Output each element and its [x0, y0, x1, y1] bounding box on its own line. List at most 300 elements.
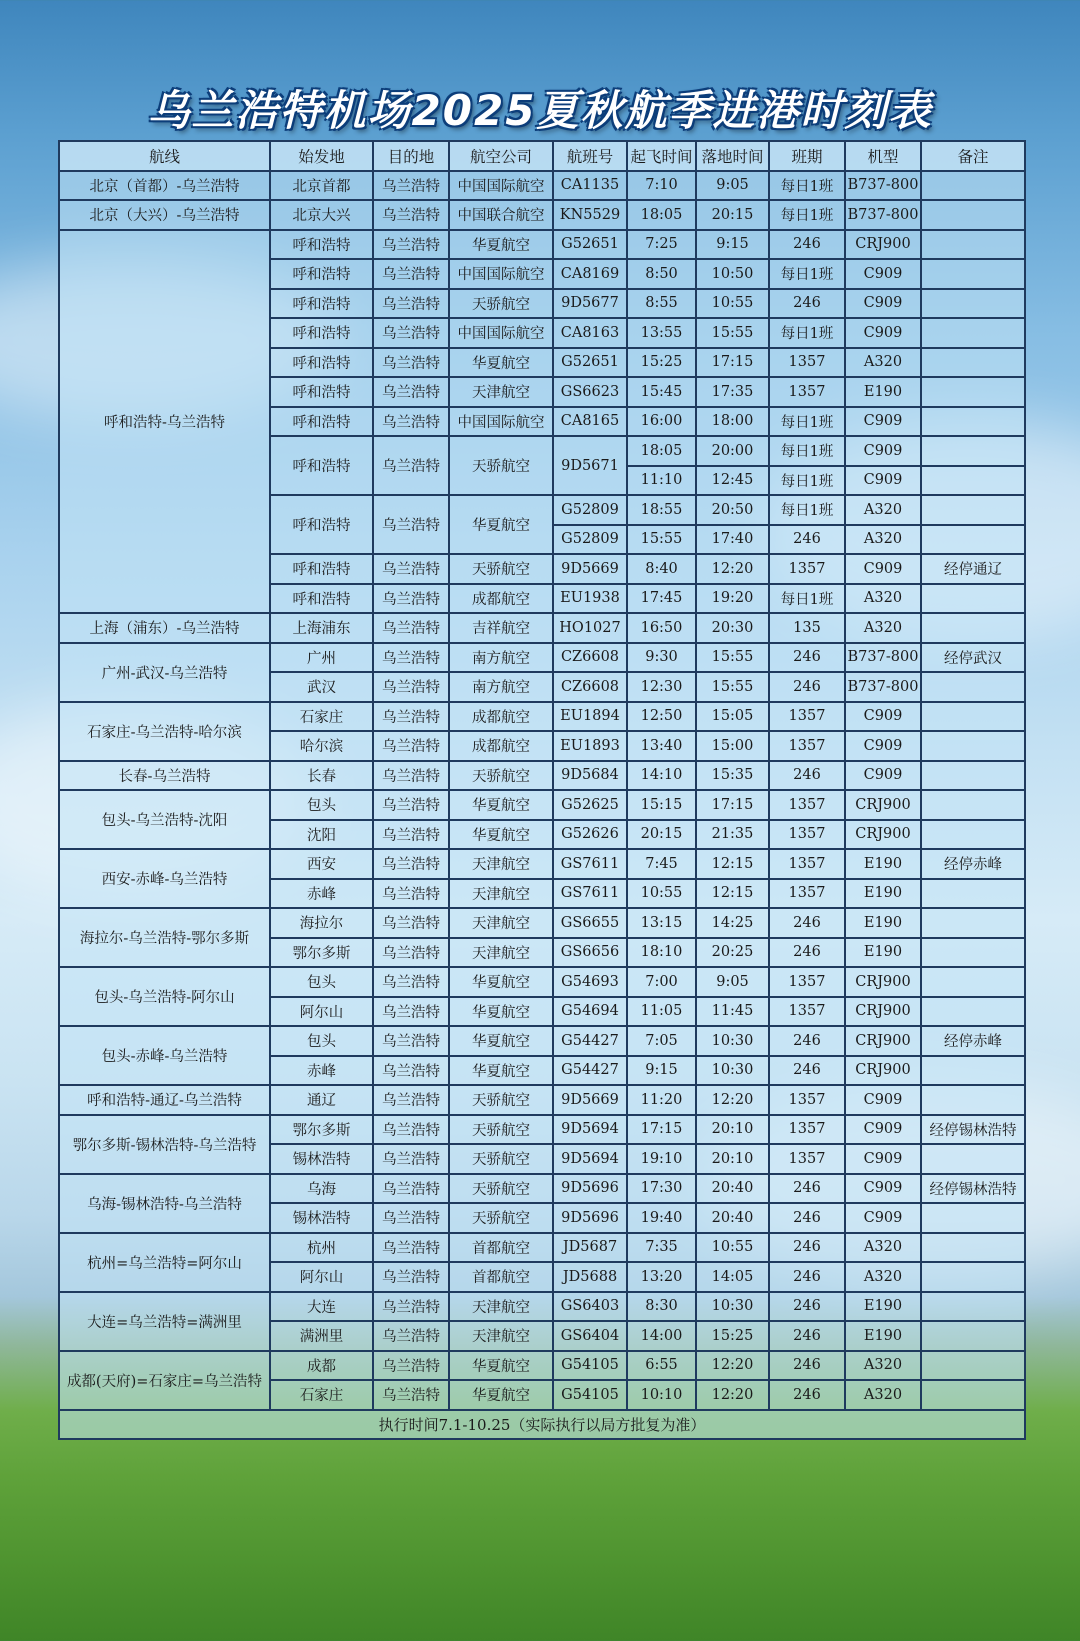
flight-no-cell: CA1135	[553, 171, 627, 201]
destination-cell: 乌兰浩特	[373, 849, 449, 879]
col-header-schedule: 班期	[769, 141, 845, 171]
departure-cell: 7:00	[627, 967, 696, 997]
table-row	[59, 230, 1025, 260]
departure-cell: 9:15	[627, 1056, 696, 1086]
aircraft-cell: E190	[845, 849, 921, 879]
remarks-cell	[921, 436, 1025, 466]
schedule-cell: 246	[769, 1380, 845, 1410]
arrival-cell: 9:15	[696, 230, 769, 260]
flight-no-cell: GS7611	[553, 879, 627, 909]
destination-cell: 乌兰浩特	[373, 1144, 449, 1174]
airline-cell: 华夏航空	[449, 1026, 553, 1056]
schedule-cell: 246	[769, 672, 845, 702]
schedule-cell: 每日1班	[769, 171, 845, 201]
schedule-cell: 246	[769, 1203, 845, 1233]
flight-no-cell: EU1938	[553, 584, 627, 614]
airline-cell: 天骄航空	[449, 1174, 553, 1204]
aircraft-cell: A320	[845, 1262, 921, 1292]
schedule-cell: 1357	[769, 1144, 845, 1174]
flight-no-cell: CZ6608	[553, 643, 627, 673]
arrival-cell: 20:25	[696, 938, 769, 968]
destination-cell: 乌兰浩特	[373, 554, 449, 584]
departure-cell: 6:55	[627, 1351, 696, 1381]
airline-cell: 中国国际航空	[449, 259, 553, 289]
arrival-cell: 17:15	[696, 348, 769, 378]
airline-cell: 天骄航空	[449, 1203, 553, 1233]
schedule-cell: 1357	[769, 790, 845, 820]
table-row	[59, 613, 1025, 643]
aircraft-cell: CRJ900	[845, 230, 921, 260]
page-title: 乌兰浩特机场2025夏秋航季进港时刻表	[147, 86, 933, 135]
departure-cell: 7:10	[627, 171, 696, 201]
arrival-cell: 12:20	[696, 554, 769, 584]
timetable	[58, 140, 1026, 1440]
route-cell: 呼和浩特-通辽-乌兰浩特	[59, 1085, 270, 1115]
airline-cell: 天骄航空	[449, 761, 553, 791]
table-row	[59, 1292, 1025, 1322]
airline-cell: 华夏航空	[449, 1380, 553, 1410]
origin-cell: 呼和浩特	[270, 289, 373, 319]
departure-cell: 18:05	[627, 200, 696, 230]
departure-cell: 19:40	[627, 1203, 696, 1233]
table-row	[59, 790, 1025, 820]
arrival-cell: 12:45	[696, 466, 769, 496]
arrival-cell: 9:05	[696, 967, 769, 997]
route-cell: 包头-乌兰浩特-沈阳	[59, 790, 270, 849]
flight-no-cell: G54105	[553, 1380, 627, 1410]
destination-cell: 乌兰浩特	[373, 436, 449, 495]
remarks-cell	[921, 761, 1025, 791]
schedule-cell: 1357	[769, 849, 845, 879]
origin-cell: 锡林浩特	[270, 1144, 373, 1174]
schedule-cell: 1357	[769, 731, 845, 761]
departure-cell: 13:20	[627, 1262, 696, 1292]
aircraft-cell: A320	[845, 1351, 921, 1381]
destination-cell: 乌兰浩特	[373, 1262, 449, 1292]
airline-cell: 华夏航空	[449, 495, 553, 554]
route-cell: 大连=乌兰浩特=满洲里	[59, 1292, 270, 1351]
execution-period-note: 执行时间7.1-10.25（实际执行以局方批复为准）	[59, 1410, 1025, 1440]
schedule-cell: 246	[769, 1174, 845, 1204]
airline-cell: 首都航空	[449, 1262, 553, 1292]
schedule-cell: 246	[769, 525, 845, 555]
flight-no-cell: G52625	[553, 790, 627, 820]
destination-cell: 乌兰浩特	[373, 643, 449, 673]
aircraft-cell: B737-800	[845, 171, 921, 201]
origin-cell: 西安	[270, 849, 373, 879]
flight-no-cell: 9D5669	[553, 554, 627, 584]
origin-cell: 包头	[270, 1026, 373, 1056]
remarks-cell	[921, 407, 1025, 437]
remarks-cell	[921, 1144, 1025, 1174]
destination-cell: 乌兰浩特	[373, 584, 449, 614]
origin-cell: 海拉尔	[270, 908, 373, 938]
flight-no-cell: G54105	[553, 1351, 627, 1381]
aircraft-cell: B737-800	[845, 643, 921, 673]
origin-cell: 呼和浩特	[270, 230, 373, 260]
flight-no-cell: JD5687	[553, 1233, 627, 1263]
airline-cell: 天津航空	[449, 908, 553, 938]
route-cell: 广州-武汉-乌兰浩特	[59, 643, 270, 702]
airline-cell: 天骄航空	[449, 289, 553, 319]
departure-cell: 10:10	[627, 1380, 696, 1410]
aircraft-cell: E190	[845, 938, 921, 968]
departure-cell: 19:10	[627, 1144, 696, 1174]
origin-cell: 长春	[270, 761, 373, 791]
destination-cell: 乌兰浩特	[373, 259, 449, 289]
flight-no-cell: G54427	[553, 1056, 627, 1086]
remarks-cell	[921, 466, 1025, 496]
aircraft-cell: C909	[845, 1203, 921, 1233]
remarks-cell	[921, 672, 1025, 702]
departure-cell: 15:45	[627, 377, 696, 407]
arrival-cell: 15:00	[696, 731, 769, 761]
schedule-cell: 1357	[769, 377, 845, 407]
route-cell: 成都(天府)=石家庄=乌兰浩特	[59, 1351, 270, 1410]
arrival-cell: 20:30	[696, 613, 769, 643]
remarks-cell	[921, 377, 1025, 407]
departure-cell: 8:55	[627, 289, 696, 319]
remarks-cell: 经停赤峰	[921, 849, 1025, 879]
arrival-cell: 10:30	[696, 1056, 769, 1086]
schedule-cell: 135	[769, 613, 845, 643]
col-header-destination: 目的地	[373, 141, 449, 171]
col-header-flight-no: 航班号	[553, 141, 627, 171]
arrival-cell: 12:15	[696, 849, 769, 879]
schedule-cell: 1357	[769, 348, 845, 378]
airline-cell: 中国国际航空	[449, 318, 553, 348]
table-row	[59, 643, 1025, 673]
destination-cell: 乌兰浩特	[373, 1380, 449, 1410]
remarks-cell	[921, 1262, 1025, 1292]
timetable-board	[58, 140, 1024, 1440]
origin-cell: 鄂尔多斯	[270, 938, 373, 968]
remarks-cell: 经停武汉	[921, 643, 1025, 673]
destination-cell: 乌兰浩特	[373, 1174, 449, 1204]
arrival-cell: 12:15	[696, 879, 769, 909]
aircraft-cell: C909	[845, 702, 921, 732]
flight-no-cell: G52626	[553, 820, 627, 850]
flight-no-cell: GS6403	[553, 1292, 627, 1322]
departure-cell: 15:25	[627, 348, 696, 378]
aircraft-cell: A320	[845, 525, 921, 555]
departure-cell: 12:30	[627, 672, 696, 702]
destination-cell: 乌兰浩特	[373, 1351, 449, 1381]
remarks-cell	[921, 967, 1025, 997]
arrival-cell: 9:05	[696, 171, 769, 201]
flight-no-cell: G52651	[553, 230, 627, 260]
airline-cell: 南方航空	[449, 643, 553, 673]
remarks-cell	[921, 1203, 1025, 1233]
remarks-cell	[921, 259, 1025, 289]
flight-no-cell: CA8163	[553, 318, 627, 348]
destination-cell: 乌兰浩特	[373, 1233, 449, 1263]
flight-no-cell: KN5529	[553, 200, 627, 230]
flight-no-cell: 9D5669	[553, 1085, 627, 1115]
remarks-cell: 经停通辽	[921, 554, 1025, 584]
destination-cell: 乌兰浩特	[373, 1203, 449, 1233]
schedule-cell: 246	[769, 1292, 845, 1322]
schedule-cell: 每日1班	[769, 318, 845, 348]
arrival-cell: 14:05	[696, 1262, 769, 1292]
arrival-cell: 17:15	[696, 790, 769, 820]
schedule-cell: 246	[769, 1321, 845, 1351]
schedule-cell: 每日1班	[769, 407, 845, 437]
remarks-cell	[921, 613, 1025, 643]
departure-cell: 9:30	[627, 643, 696, 673]
schedule-cell: 1357	[769, 1115, 845, 1145]
flight-no-cell: G54427	[553, 1026, 627, 1056]
destination-cell: 乌兰浩特	[373, 407, 449, 437]
flight-no-cell: GS6404	[553, 1321, 627, 1351]
airline-cell: 天骄航空	[449, 1085, 553, 1115]
origin-cell: 鄂尔多斯	[270, 1115, 373, 1145]
airline-cell: 华夏航空	[449, 1056, 553, 1086]
remarks-cell	[921, 997, 1025, 1027]
airline-cell: 天津航空	[449, 1321, 553, 1351]
origin-cell: 杭州	[270, 1233, 373, 1263]
origin-cell: 呼和浩特	[270, 436, 373, 495]
aircraft-cell: A320	[845, 1380, 921, 1410]
schedule-cell: 246	[769, 938, 845, 968]
route-cell: 包头-乌兰浩特-阿尔山	[59, 967, 270, 1026]
remarks-cell	[921, 318, 1025, 348]
flight-no-cell: CA8165	[553, 407, 627, 437]
destination-cell: 乌兰浩特	[373, 200, 449, 230]
remarks-cell	[921, 495, 1025, 525]
schedule-cell: 1357	[769, 820, 845, 850]
schedule-cell: 246	[769, 1026, 845, 1056]
arrival-cell: 20:40	[696, 1203, 769, 1233]
departure-cell: 17:30	[627, 1174, 696, 1204]
flight-no-cell: G54694	[553, 997, 627, 1027]
aircraft-cell: B737-800	[845, 200, 921, 230]
arrival-cell: 14:25	[696, 908, 769, 938]
airline-cell: 中国国际航空	[449, 407, 553, 437]
arrival-cell: 20:15	[696, 200, 769, 230]
table-row	[59, 200, 1025, 230]
arrival-cell: 10:50	[696, 259, 769, 289]
departure-cell: 20:15	[627, 820, 696, 850]
airline-cell: 天津航空	[449, 849, 553, 879]
airline-cell: 天津航空	[449, 1292, 553, 1322]
flight-no-cell: 9D5684	[553, 761, 627, 791]
destination-cell: 乌兰浩特	[373, 1026, 449, 1056]
airline-cell: 华夏航空	[449, 790, 553, 820]
arrival-cell: 20:40	[696, 1174, 769, 1204]
aircraft-cell: C909	[845, 554, 921, 584]
table-row	[59, 1085, 1025, 1115]
remarks-cell	[921, 790, 1025, 820]
aircraft-cell: C909	[845, 761, 921, 791]
destination-cell: 乌兰浩特	[373, 1321, 449, 1351]
schedule-cell: 1357	[769, 554, 845, 584]
flight-no-cell: G52651	[553, 348, 627, 378]
table-row	[59, 1351, 1025, 1381]
arrival-cell: 19:20	[696, 584, 769, 614]
origin-cell: 包头	[270, 790, 373, 820]
destination-cell: 乌兰浩特	[373, 908, 449, 938]
remarks-cell	[921, 348, 1025, 378]
airline-cell: 华夏航空	[449, 820, 553, 850]
aircraft-cell: C909	[845, 731, 921, 761]
airline-cell: 成都航空	[449, 731, 553, 761]
airline-cell: 首都航空	[449, 1233, 553, 1263]
destination-cell: 乌兰浩特	[373, 318, 449, 348]
remarks-cell: 经停锡林浩特	[921, 1115, 1025, 1145]
airline-cell: 天骄航空	[449, 1115, 553, 1145]
remarks-cell	[921, 879, 1025, 909]
arrival-cell: 20:50	[696, 495, 769, 525]
flight-no-cell: G54693	[553, 967, 627, 997]
route-cell: 上海（浦东）-乌兰浩特	[59, 613, 270, 643]
arrival-cell: 10:30	[696, 1292, 769, 1322]
origin-cell: 呼和浩特	[270, 377, 373, 407]
departure-cell: 14:10	[627, 761, 696, 791]
departure-cell: 12:50	[627, 702, 696, 732]
destination-cell: 乌兰浩特	[373, 761, 449, 791]
remarks-cell	[921, 1380, 1025, 1410]
route-cell: 呼和浩特-乌兰浩特	[59, 230, 270, 614]
route-cell: 北京（首都）-乌兰浩特	[59, 171, 270, 201]
airline-cell: 天骄航空	[449, 1144, 553, 1174]
airline-cell: 天津航空	[449, 938, 553, 968]
airline-cell: 天骄航空	[449, 436, 553, 495]
arrival-cell: 20:10	[696, 1144, 769, 1174]
departure-cell: 16:00	[627, 407, 696, 437]
flight-no-cell: 9D5677	[553, 289, 627, 319]
destination-cell: 乌兰浩特	[373, 495, 449, 554]
flight-no-cell: CA8169	[553, 259, 627, 289]
schedule-cell: 1357	[769, 967, 845, 997]
aircraft-cell: E190	[845, 1292, 921, 1322]
aircraft-cell: A320	[845, 613, 921, 643]
table-row	[59, 761, 1025, 791]
remarks-cell: 经停赤峰	[921, 1026, 1025, 1056]
aircraft-cell: CRJ900	[845, 790, 921, 820]
airline-cell: 天津航空	[449, 879, 553, 909]
aircraft-cell: A320	[845, 584, 921, 614]
flight-no-cell: CZ6608	[553, 672, 627, 702]
airline-cell: 天津航空	[449, 377, 553, 407]
flight-no-cell: GS6623	[553, 377, 627, 407]
departure-cell: 13:55	[627, 318, 696, 348]
col-header-remarks: 备注	[921, 141, 1025, 171]
remarks-cell	[921, 1233, 1025, 1263]
arrival-cell: 15:55	[696, 643, 769, 673]
remarks-cell	[921, 820, 1025, 850]
flight-no-cell: EU1893	[553, 731, 627, 761]
arrival-cell: 20:10	[696, 1115, 769, 1145]
flight-no-cell: GS7611	[553, 849, 627, 879]
aircraft-cell: C909	[845, 407, 921, 437]
destination-cell: 乌兰浩特	[373, 967, 449, 997]
destination-cell: 乌兰浩特	[373, 879, 449, 909]
departure-cell: 18:10	[627, 938, 696, 968]
origin-cell: 赤峰	[270, 1056, 373, 1086]
destination-cell: 乌兰浩特	[373, 1115, 449, 1145]
destination-cell: 乌兰浩特	[373, 938, 449, 968]
aircraft-cell: CRJ900	[845, 1026, 921, 1056]
remarks-cell	[921, 702, 1025, 732]
col-header-arrival: 落地时间	[696, 141, 769, 171]
route-cell: 包头-赤峰-乌兰浩特	[59, 1026, 270, 1085]
departure-cell: 7:45	[627, 849, 696, 879]
origin-cell: 广州	[270, 643, 373, 673]
departure-cell: 17:45	[627, 584, 696, 614]
departure-cell: 7:05	[627, 1026, 696, 1056]
aircraft-cell: C909	[845, 1144, 921, 1174]
origin-cell: 呼和浩特	[270, 348, 373, 378]
schedule-cell: 每日1班	[769, 584, 845, 614]
table-row	[59, 171, 1025, 201]
col-header-airline: 航空公司	[449, 141, 553, 171]
origin-cell: 通辽	[270, 1085, 373, 1115]
remarks-cell	[921, 1085, 1025, 1115]
schedule-cell: 1357	[769, 702, 845, 732]
origin-cell: 北京首都	[270, 171, 373, 201]
origin-cell: 包头	[270, 967, 373, 997]
origin-cell: 阿尔山	[270, 997, 373, 1027]
destination-cell: 乌兰浩特	[373, 731, 449, 761]
col-header-aircraft: 机型	[845, 141, 921, 171]
remarks-cell	[921, 938, 1025, 968]
footer-row	[59, 1410, 1025, 1440]
airline-cell: 华夏航空	[449, 348, 553, 378]
aircraft-cell: CRJ900	[845, 997, 921, 1027]
flight-no-cell: 9D5694	[553, 1115, 627, 1145]
table-row	[59, 1026, 1025, 1056]
airline-cell: 中国国际航空	[449, 171, 553, 201]
remarks-cell	[921, 584, 1025, 614]
col-header-route: 航线	[59, 141, 270, 171]
departure-cell: 11:05	[627, 997, 696, 1027]
aircraft-cell: E190	[845, 908, 921, 938]
schedule-cell: 每日1班	[769, 259, 845, 289]
departure-cell: 15:15	[627, 790, 696, 820]
airline-cell: 天骄航空	[449, 554, 553, 584]
departure-cell: 13:15	[627, 908, 696, 938]
table-row	[59, 849, 1025, 879]
airline-cell: 吉祥航空	[449, 613, 553, 643]
origin-cell: 沈阳	[270, 820, 373, 850]
route-cell: 乌海-锡林浩特-乌兰浩特	[59, 1174, 270, 1233]
origin-cell: 呼和浩特	[270, 318, 373, 348]
departure-cell: 17:15	[627, 1115, 696, 1145]
flight-no-cell: GS6656	[553, 938, 627, 968]
remarks-cell	[921, 731, 1025, 761]
route-cell: 北京（大兴）-乌兰浩特	[59, 200, 270, 230]
origin-cell: 北京大兴	[270, 200, 373, 230]
aircraft-cell: C909	[845, 1174, 921, 1204]
timetable-body	[59, 171, 1025, 1410]
remarks-cell	[921, 171, 1025, 201]
departure-cell: 7:35	[627, 1233, 696, 1263]
header-row	[59, 141, 1025, 171]
flight-no-cell: GS6655	[553, 908, 627, 938]
origin-cell: 哈尔滨	[270, 731, 373, 761]
arrival-cell: 12:20	[696, 1351, 769, 1381]
schedule-cell: 每日1班	[769, 200, 845, 230]
table-row	[59, 908, 1025, 938]
departure-cell: 18:55	[627, 495, 696, 525]
departure-cell: 11:20	[627, 1085, 696, 1115]
origin-cell: 石家庄	[270, 1380, 373, 1410]
arrival-cell: 15:35	[696, 761, 769, 791]
schedule-cell: 246	[769, 1233, 845, 1263]
schedule-cell: 每日1班	[769, 466, 845, 496]
route-cell: 杭州=乌兰浩特=阿尔山	[59, 1233, 270, 1292]
